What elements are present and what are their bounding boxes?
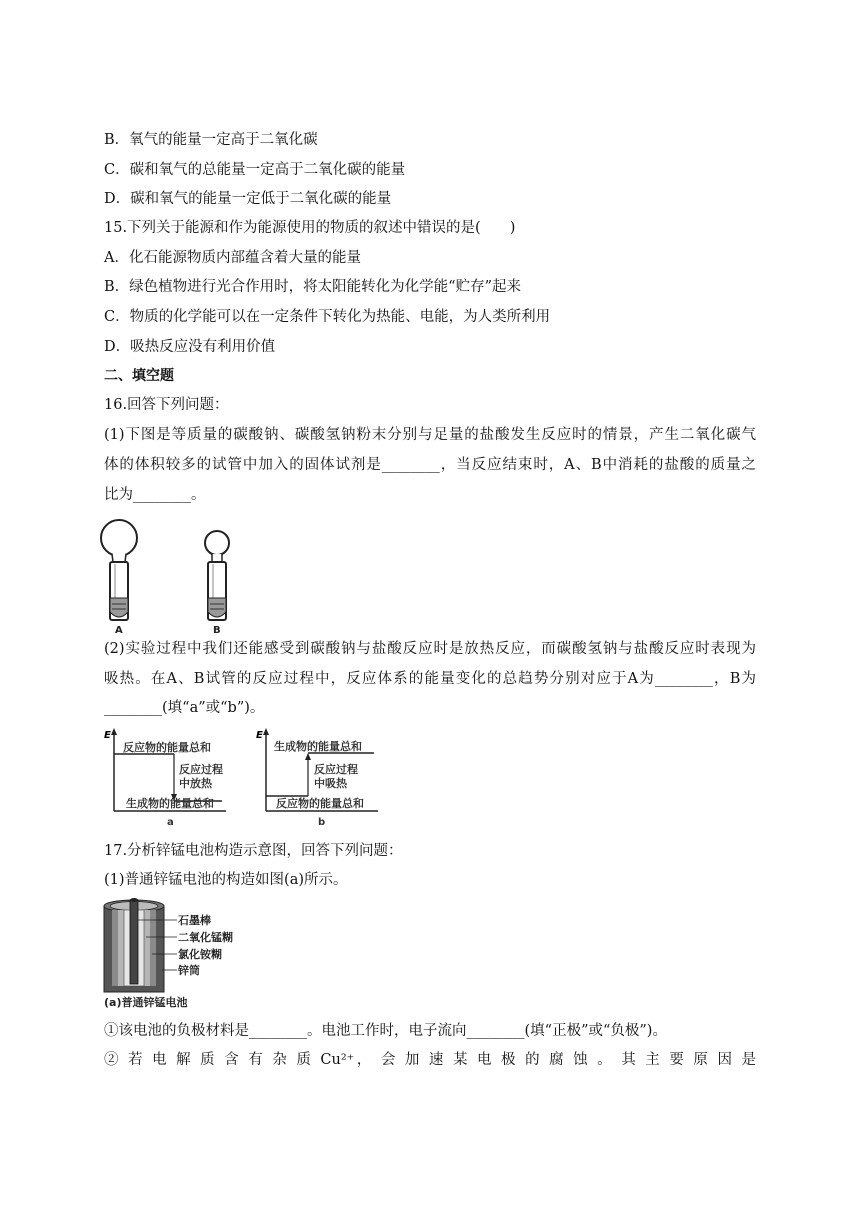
diagram-a-bottom-label: 生成物的能量总和 xyxy=(126,797,214,810)
battery-caption: (a)普通锌锰电池 xyxy=(104,996,188,1009)
diagram-a-caption: a xyxy=(167,817,174,828)
q15-stem: 15.下列关于能源和作为能源使用的物质的叙述中错误的是( ) xyxy=(104,220,516,236)
q16-part1-line1: (1)下图是等质量的碳酸钠、碳酸氢钠粉末分别与足量的盐酸发生反应时的情景，产生二氧化碳气 xyxy=(104,427,756,443)
battery-label-mno2: 二氧化锰糊 xyxy=(178,931,233,944)
tube-a xyxy=(101,520,137,620)
diagram-b-caption: b xyxy=(318,817,326,828)
battery-figure xyxy=(102,898,252,1014)
q14-option-d: D．碳和氧气的能量一定低于二氧化碳的能量 xyxy=(104,191,392,207)
q16-part2-line2: 吸热。在A、B试管的反应过程中，反应体系的能量变化的总趋势分别对应于A为________，B为 xyxy=(104,671,756,687)
q14-option-c: C．碳和氧气的总能量一定高于二氧化碳的能量 xyxy=(104,162,406,178)
diagram-b-bottom-label: 反应物的能量总和 xyxy=(276,797,364,810)
q17-stem: 17.分析锌锰电池构造示意图，回答下列问题： xyxy=(104,843,403,859)
q17-sub1: ①该电池的负极材料是________。电池工作时，电子流向________(填“正极”或“负极”)。 xyxy=(104,1023,667,1039)
tube-a-label: A xyxy=(115,625,123,636)
q15-option-c: C．物质的化学能可以在一定条件下转化为热能、电能，为人类所利用 xyxy=(104,309,551,325)
battery-label-zinc: 锌筒 xyxy=(178,964,200,977)
energy-diagram-b xyxy=(256,726,381,834)
energy-diagram-a xyxy=(104,726,229,834)
battery-label-graphite: 石墨棒 xyxy=(178,914,211,927)
diagram-a-axis-label: E xyxy=(104,730,111,741)
q16-part2-line3: ________(填“a”或“b”)。 xyxy=(104,700,265,716)
diagram-a-top-label: 反应物的能量总和 xyxy=(123,741,211,754)
diagram-b-top-label: 生成物的能量总和 xyxy=(274,740,362,753)
tube-b-label: B xyxy=(213,625,221,636)
q15-option-a: A．化石能源物质内部蕴含着大量的能量 xyxy=(104,250,361,266)
battery-label-nh4cl: 氯化铵糊 xyxy=(178,948,222,961)
q16-part1-line2: 体的体积较多的试管中加入的固体试剂是________，当反应结束时，A、B中消耗的盐酸的质量之 xyxy=(104,457,756,473)
q16-part2-line1: (2)实验过程中我们还能感受到碳酸钠与盐酸反应时是放热反应，而碳酸氢钠与盐酸反应时表现为 xyxy=(104,641,756,657)
diagram-a-heat-label: 中放热 xyxy=(179,777,212,790)
tube-b xyxy=(205,531,229,620)
q17-part1: (1)普通锌锰电池的构造如图(a)所示。 xyxy=(104,872,348,888)
diagram-b-heat-label: 中吸热 xyxy=(314,777,347,790)
q16-stem: 16.回答下列问题： xyxy=(104,397,229,413)
q16-part1-line3: 比为________。 xyxy=(104,487,206,503)
q15-option-b: B．绿色植物进行光合作用时，将太阳能转化为化学能“贮存”起来 xyxy=(104,279,521,295)
diagram-b-process-label: 反应过程 xyxy=(314,763,358,776)
q15-option-d: D．吸热反应没有利用价值 xyxy=(104,339,276,355)
section-heading: 二、填空题 xyxy=(104,368,174,384)
q17-sub2: ② 若 电 解 质 含 有 杂 质 Cu²⁺， 会 加 速 某 电 极 的 腐 蚀 。 其 主 要 原 因 是 xyxy=(104,1052,756,1068)
q14-option-b: B．氧气的能量一定高于二氧化碳 xyxy=(104,132,318,148)
diagram-a-process-label: 反应过程 xyxy=(179,763,223,776)
diagram-b-axis-label: E xyxy=(256,730,263,741)
test-tube-figure xyxy=(100,512,250,641)
